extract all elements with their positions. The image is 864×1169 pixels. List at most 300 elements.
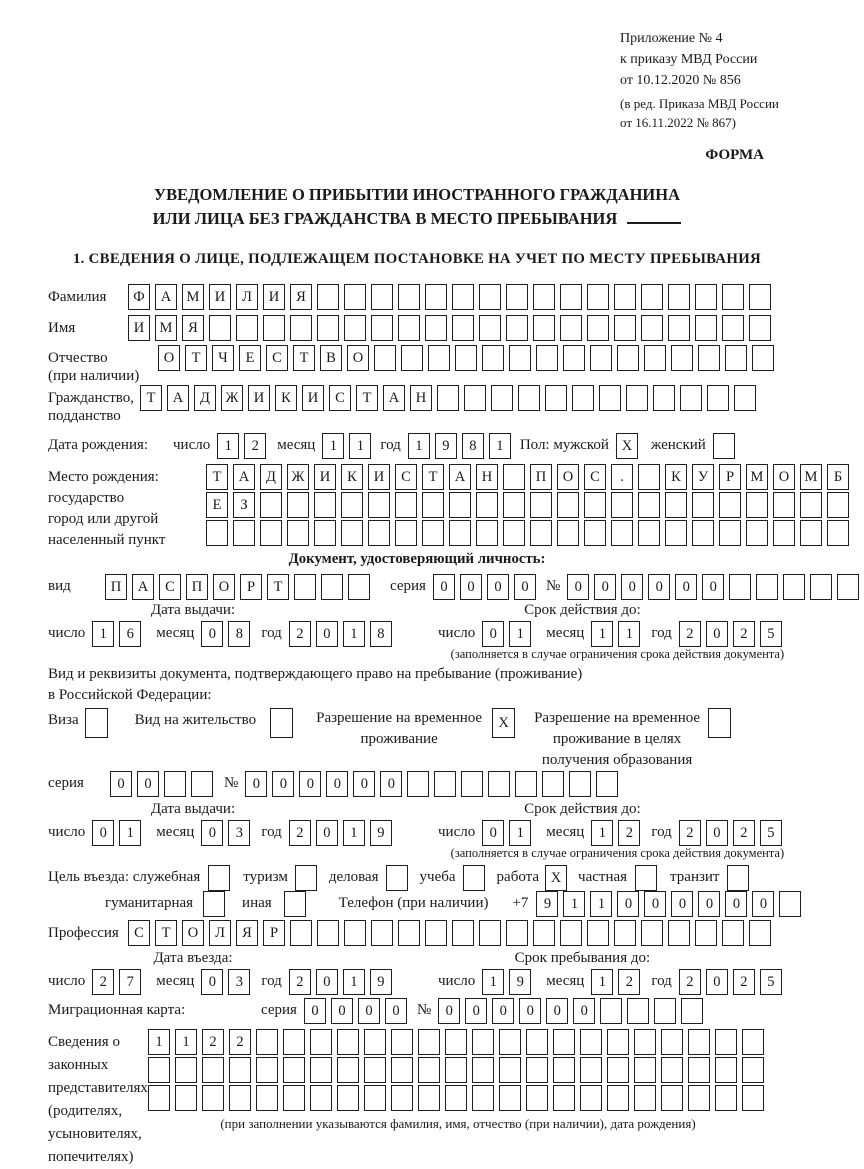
char-cell[interactable] bbox=[661, 1029, 683, 1055]
char-cell[interactable] bbox=[580, 1085, 602, 1111]
char-cell[interactable] bbox=[668, 315, 690, 341]
char-cell[interactable] bbox=[729, 574, 751, 600]
char-cell[interactable]: 0 bbox=[385, 998, 407, 1024]
char-cell[interactable]: 1 bbox=[349, 433, 371, 459]
char-cell[interactable] bbox=[773, 492, 795, 518]
char-cell[interactable] bbox=[719, 520, 741, 546]
purpose-work-checkbox[interactable]: X bbox=[545, 865, 567, 891]
char-cell[interactable] bbox=[634, 1085, 656, 1111]
purpose-study-checkbox[interactable] bbox=[463, 865, 485, 891]
purpose-private-checkbox[interactable] bbox=[635, 865, 657, 891]
char-cell[interactable] bbox=[587, 920, 609, 946]
char-cell[interactable] bbox=[449, 520, 471, 546]
char-cell[interactable]: 1 bbox=[92, 621, 114, 647]
char-cell[interactable]: П bbox=[186, 574, 208, 600]
char-cell[interactable]: 5 bbox=[760, 969, 782, 995]
char-cell[interactable] bbox=[364, 1029, 386, 1055]
char-cell[interactable] bbox=[310, 1029, 332, 1055]
char-cell[interactable] bbox=[580, 1057, 602, 1083]
char-cell[interactable] bbox=[526, 1029, 548, 1055]
char-cell[interactable] bbox=[472, 1085, 494, 1111]
char-cell[interactable]: И bbox=[209, 284, 231, 310]
char-cell[interactable]: 0 bbox=[201, 621, 223, 647]
char-cell[interactable]: 0 bbox=[617, 891, 639, 917]
char-cell[interactable] bbox=[614, 920, 636, 946]
char-cell[interactable]: Т bbox=[293, 345, 315, 371]
char-cell[interactable] bbox=[742, 1029, 764, 1055]
char-cell[interactable] bbox=[783, 574, 805, 600]
char-cell[interactable] bbox=[371, 284, 393, 310]
char-cell[interactable]: С bbox=[128, 920, 150, 946]
char-cell[interactable]: И bbox=[128, 315, 150, 341]
char-cell[interactable] bbox=[722, 284, 744, 310]
char-cell[interactable]: Е bbox=[239, 345, 261, 371]
char-cell[interactable] bbox=[449, 492, 471, 518]
char-cell[interactable] bbox=[391, 1029, 413, 1055]
char-cell[interactable] bbox=[599, 385, 621, 411]
char-cell[interactable] bbox=[317, 920, 339, 946]
char-cell[interactable] bbox=[715, 1057, 737, 1083]
char-cell[interactable] bbox=[479, 315, 501, 341]
char-cell[interactable]: 0 bbox=[380, 771, 402, 797]
char-cell[interactable] bbox=[533, 315, 555, 341]
char-cell[interactable]: 1 bbox=[590, 891, 612, 917]
char-cell[interactable] bbox=[536, 345, 558, 371]
char-cell[interactable] bbox=[707, 385, 729, 411]
char-cell[interactable]: 2 bbox=[679, 969, 701, 995]
char-cell[interactable] bbox=[202, 1085, 224, 1111]
char-cell[interactable] bbox=[695, 920, 717, 946]
char-cell[interactable] bbox=[472, 1057, 494, 1083]
char-cell[interactable] bbox=[800, 492, 822, 518]
char-cell[interactable] bbox=[719, 492, 741, 518]
char-cell[interactable]: Н bbox=[476, 464, 498, 490]
purpose-tourism-checkbox[interactable] bbox=[295, 865, 317, 891]
char-cell[interactable] bbox=[553, 1029, 575, 1055]
char-cell[interactable] bbox=[499, 1029, 521, 1055]
char-cell[interactable]: 2 bbox=[244, 433, 266, 459]
char-cell[interactable] bbox=[695, 315, 717, 341]
char-cell[interactable]: С bbox=[266, 345, 288, 371]
char-cell[interactable] bbox=[344, 284, 366, 310]
char-cell[interactable]: Д bbox=[260, 464, 282, 490]
char-cell[interactable]: 2 bbox=[289, 969, 311, 995]
char-cell[interactable]: М bbox=[746, 464, 768, 490]
char-cell[interactable] bbox=[688, 1085, 710, 1111]
char-cell[interactable] bbox=[418, 1085, 440, 1111]
char-cell[interactable] bbox=[491, 385, 513, 411]
char-cell[interactable]: И bbox=[368, 464, 390, 490]
char-cell[interactable]: Т bbox=[140, 385, 162, 411]
char-cell[interactable] bbox=[452, 920, 474, 946]
visa-checkbox[interactable] bbox=[85, 708, 108, 738]
char-cell[interactable]: . bbox=[611, 464, 633, 490]
char-cell[interactable]: 2 bbox=[618, 969, 640, 995]
char-cell[interactable] bbox=[722, 920, 744, 946]
char-cell[interactable] bbox=[553, 1057, 575, 1083]
char-cell[interactable] bbox=[348, 574, 370, 600]
char-cell[interactable] bbox=[641, 284, 663, 310]
char-cell[interactable]: 0 bbox=[706, 969, 728, 995]
char-cell[interactable] bbox=[425, 920, 447, 946]
residence-permit-checkbox[interactable] bbox=[270, 708, 293, 738]
char-cell[interactable] bbox=[668, 284, 690, 310]
char-cell[interactable] bbox=[425, 315, 447, 341]
char-cell[interactable]: 5 bbox=[760, 820, 782, 846]
char-cell[interactable] bbox=[725, 345, 747, 371]
char-cell[interactable]: 2 bbox=[733, 969, 755, 995]
char-cell[interactable]: З bbox=[233, 492, 255, 518]
sex-male-checkbox[interactable]: X bbox=[616, 433, 638, 459]
char-cell[interactable]: 1 bbox=[119, 820, 141, 846]
char-cell[interactable]: 0 bbox=[594, 574, 616, 600]
char-cell[interactable] bbox=[530, 520, 552, 546]
char-cell[interactable]: Т bbox=[155, 920, 177, 946]
char-cell[interactable] bbox=[290, 315, 312, 341]
char-cell[interactable]: 2 bbox=[733, 820, 755, 846]
purpose-transit-checkbox[interactable] bbox=[727, 865, 749, 891]
char-cell[interactable]: 0 bbox=[433, 574, 455, 600]
char-cell[interactable]: 1 bbox=[175, 1029, 197, 1055]
char-cell[interactable]: С bbox=[395, 464, 417, 490]
char-cell[interactable] bbox=[422, 492, 444, 518]
char-cell[interactable] bbox=[827, 520, 849, 546]
char-cell[interactable]: 0 bbox=[245, 771, 267, 797]
char-cell[interactable]: 0 bbox=[316, 621, 338, 647]
char-cell[interactable] bbox=[560, 920, 582, 946]
char-cell[interactable] bbox=[722, 315, 744, 341]
char-cell[interactable] bbox=[569, 771, 591, 797]
char-cell[interactable]: 9 bbox=[536, 891, 558, 917]
char-cell[interactable]: Б bbox=[827, 464, 849, 490]
char-cell[interactable] bbox=[398, 920, 420, 946]
char-cell[interactable] bbox=[209, 315, 231, 341]
char-cell[interactable] bbox=[661, 1057, 683, 1083]
char-cell[interactable]: Н bbox=[410, 385, 432, 411]
char-cell[interactable] bbox=[638, 520, 660, 546]
char-cell[interactable] bbox=[256, 1057, 278, 1083]
char-cell[interactable] bbox=[810, 574, 832, 600]
char-cell[interactable]: Ж bbox=[287, 464, 309, 490]
char-cell[interactable] bbox=[746, 492, 768, 518]
char-cell[interactable]: О bbox=[158, 345, 180, 371]
char-cell[interactable]: 0 bbox=[137, 771, 159, 797]
char-cell[interactable] bbox=[422, 520, 444, 546]
char-cell[interactable]: 1 bbox=[591, 621, 613, 647]
char-cell[interactable]: 0 bbox=[331, 998, 353, 1024]
char-cell[interactable]: 2 bbox=[92, 969, 114, 995]
char-cell[interactable]: 8 bbox=[370, 621, 392, 647]
char-cell[interactable] bbox=[692, 492, 714, 518]
char-cell[interactable]: 0 bbox=[438, 998, 460, 1024]
char-cell[interactable] bbox=[368, 520, 390, 546]
char-cell[interactable]: Л bbox=[236, 284, 258, 310]
char-cell[interactable] bbox=[148, 1085, 170, 1111]
char-cell[interactable]: Ч bbox=[212, 345, 234, 371]
char-cell[interactable] bbox=[206, 520, 228, 546]
char-cell[interactable]: Т bbox=[356, 385, 378, 411]
sex-female-checkbox[interactable] bbox=[713, 433, 735, 459]
char-cell[interactable]: 0 bbox=[671, 891, 693, 917]
char-cell[interactable] bbox=[749, 315, 771, 341]
char-cell[interactable] bbox=[437, 385, 459, 411]
char-cell[interactable] bbox=[317, 315, 339, 341]
char-cell[interactable]: 0 bbox=[621, 574, 643, 600]
char-cell[interactable]: 0 bbox=[326, 771, 348, 797]
char-cell[interactable] bbox=[418, 1029, 440, 1055]
char-cell[interactable]: 0 bbox=[644, 891, 666, 917]
char-cell[interactable] bbox=[749, 284, 771, 310]
char-cell[interactable]: И bbox=[263, 284, 285, 310]
char-cell[interactable]: Ж bbox=[221, 385, 243, 411]
char-cell[interactable] bbox=[418, 1057, 440, 1083]
char-cell[interactable]: 5 bbox=[760, 621, 782, 647]
char-cell[interactable]: 0 bbox=[675, 574, 697, 600]
char-cell[interactable] bbox=[827, 492, 849, 518]
char-cell[interactable]: Я bbox=[236, 920, 258, 946]
char-cell[interactable] bbox=[572, 385, 594, 411]
char-cell[interactable]: 6 bbox=[119, 621, 141, 647]
char-cell[interactable] bbox=[626, 385, 648, 411]
char-cell[interactable] bbox=[695, 284, 717, 310]
char-cell[interactable]: М bbox=[182, 284, 204, 310]
char-cell[interactable]: Т bbox=[422, 464, 444, 490]
char-cell[interactable]: 9 bbox=[370, 820, 392, 846]
char-cell[interactable] bbox=[260, 520, 282, 546]
char-cell[interactable]: А bbox=[167, 385, 189, 411]
char-cell[interactable]: А bbox=[233, 464, 255, 490]
char-cell[interactable]: 0 bbox=[706, 820, 728, 846]
char-cell[interactable] bbox=[600, 998, 622, 1024]
char-cell[interactable] bbox=[283, 1029, 305, 1055]
char-cell[interactable] bbox=[634, 1057, 656, 1083]
char-cell[interactable] bbox=[314, 492, 336, 518]
char-cell[interactable]: М bbox=[155, 315, 177, 341]
char-cell[interactable] bbox=[256, 1029, 278, 1055]
char-cell[interactable] bbox=[560, 284, 582, 310]
char-cell[interactable]: А bbox=[132, 574, 154, 600]
char-cell[interactable] bbox=[482, 345, 504, 371]
char-cell[interactable]: 1 bbox=[509, 621, 531, 647]
char-cell[interactable] bbox=[542, 771, 564, 797]
char-cell[interactable] bbox=[310, 1057, 332, 1083]
temp-permit-edu-checkbox[interactable] bbox=[708, 708, 731, 738]
char-cell[interactable] bbox=[607, 1085, 629, 1111]
char-cell[interactable]: И bbox=[302, 385, 324, 411]
char-cell[interactable]: О bbox=[182, 920, 204, 946]
char-cell[interactable] bbox=[445, 1057, 467, 1083]
char-cell[interactable] bbox=[560, 315, 582, 341]
char-cell[interactable]: 0 bbox=[110, 771, 132, 797]
char-cell[interactable] bbox=[191, 771, 213, 797]
char-cell[interactable] bbox=[715, 1085, 737, 1111]
char-cell[interactable]: Л bbox=[209, 920, 231, 946]
char-cell[interactable] bbox=[321, 574, 343, 600]
char-cell[interactable]: 9 bbox=[509, 969, 531, 995]
temp-permit-checkbox[interactable]: X bbox=[492, 708, 515, 738]
purpose-official-checkbox[interactable] bbox=[208, 865, 230, 891]
char-cell[interactable] bbox=[488, 771, 510, 797]
char-cell[interactable] bbox=[742, 1085, 764, 1111]
char-cell[interactable] bbox=[337, 1029, 359, 1055]
char-cell[interactable]: 1 bbox=[509, 820, 531, 846]
char-cell[interactable]: Р bbox=[263, 920, 285, 946]
char-cell[interactable] bbox=[317, 284, 339, 310]
char-cell[interactable] bbox=[526, 1057, 548, 1083]
char-cell[interactable] bbox=[837, 574, 859, 600]
char-cell[interactable]: В bbox=[320, 345, 342, 371]
char-cell[interactable]: 2 bbox=[679, 820, 701, 846]
char-cell[interactable]: Я bbox=[290, 284, 312, 310]
char-cell[interactable] bbox=[290, 920, 312, 946]
char-cell[interactable]: 1 bbox=[482, 969, 504, 995]
char-cell[interactable]: Е bbox=[206, 492, 228, 518]
char-cell[interactable]: 0 bbox=[546, 998, 568, 1024]
char-cell[interactable] bbox=[509, 345, 531, 371]
char-cell[interactable]: 9 bbox=[370, 969, 392, 995]
char-cell[interactable]: Р bbox=[240, 574, 262, 600]
char-cell[interactable]: 0 bbox=[492, 998, 514, 1024]
char-cell[interactable]: 1 bbox=[408, 433, 430, 459]
char-cell[interactable]: 0 bbox=[487, 574, 509, 600]
char-cell[interactable]: 0 bbox=[304, 998, 326, 1024]
char-cell[interactable] bbox=[671, 345, 693, 371]
char-cell[interactable] bbox=[773, 520, 795, 546]
char-cell[interactable]: 0 bbox=[353, 771, 375, 797]
char-cell[interactable]: 0 bbox=[706, 621, 728, 647]
char-cell[interactable] bbox=[233, 520, 255, 546]
char-cell[interactable]: 2 bbox=[229, 1029, 251, 1055]
char-cell[interactable] bbox=[611, 520, 633, 546]
char-cell[interactable] bbox=[590, 345, 612, 371]
char-cell[interactable]: К bbox=[665, 464, 687, 490]
char-cell[interactable] bbox=[515, 771, 537, 797]
char-cell[interactable] bbox=[202, 1057, 224, 1083]
char-cell[interactable] bbox=[445, 1029, 467, 1055]
char-cell[interactable] bbox=[364, 1057, 386, 1083]
char-cell[interactable] bbox=[607, 1057, 629, 1083]
char-cell[interactable]: 0 bbox=[573, 998, 595, 1024]
char-cell[interactable] bbox=[627, 998, 649, 1024]
char-cell[interactable] bbox=[641, 920, 663, 946]
char-cell[interactable]: 1 bbox=[343, 969, 365, 995]
char-cell[interactable]: 2 bbox=[289, 621, 311, 647]
char-cell[interactable]: 1 bbox=[591, 969, 613, 995]
char-cell[interactable] bbox=[584, 520, 606, 546]
char-cell[interactable] bbox=[654, 998, 676, 1024]
char-cell[interactable]: 2 bbox=[733, 621, 755, 647]
char-cell[interactable] bbox=[229, 1057, 251, 1083]
char-cell[interactable]: Т bbox=[185, 345, 207, 371]
char-cell[interactable] bbox=[479, 920, 501, 946]
char-cell[interactable] bbox=[587, 315, 609, 341]
char-cell[interactable] bbox=[506, 920, 528, 946]
char-cell[interactable] bbox=[614, 315, 636, 341]
char-cell[interactable]: Т bbox=[267, 574, 289, 600]
char-cell[interactable] bbox=[395, 492, 417, 518]
char-cell[interactable]: 0 bbox=[698, 891, 720, 917]
char-cell[interactable] bbox=[371, 920, 393, 946]
char-cell[interactable]: 8 bbox=[462, 433, 484, 459]
char-cell[interactable]: 1 bbox=[563, 891, 585, 917]
char-cell[interactable]: 0 bbox=[752, 891, 774, 917]
char-cell[interactable] bbox=[661, 1085, 683, 1111]
char-cell[interactable]: 0 bbox=[316, 820, 338, 846]
char-cell[interactable]: К bbox=[275, 385, 297, 411]
char-cell[interactable]: 0 bbox=[358, 998, 380, 1024]
char-cell[interactable]: О bbox=[213, 574, 235, 600]
char-cell[interactable] bbox=[665, 520, 687, 546]
char-cell[interactable] bbox=[236, 315, 258, 341]
char-cell[interactable] bbox=[530, 492, 552, 518]
char-cell[interactable] bbox=[746, 520, 768, 546]
char-cell[interactable] bbox=[407, 771, 429, 797]
char-cell[interactable]: 2 bbox=[618, 820, 640, 846]
char-cell[interactable] bbox=[503, 520, 525, 546]
char-cell[interactable] bbox=[614, 284, 636, 310]
char-cell[interactable] bbox=[434, 771, 456, 797]
char-cell[interactable] bbox=[653, 385, 675, 411]
char-cell[interactable] bbox=[752, 345, 774, 371]
char-cell[interactable] bbox=[688, 1057, 710, 1083]
char-cell[interactable] bbox=[452, 284, 474, 310]
char-cell[interactable]: 8 bbox=[228, 621, 250, 647]
char-cell[interactable]: 0 bbox=[92, 820, 114, 846]
char-cell[interactable] bbox=[734, 385, 756, 411]
char-cell[interactable]: Т bbox=[206, 464, 228, 490]
char-cell[interactable] bbox=[464, 385, 486, 411]
char-cell[interactable] bbox=[398, 315, 420, 341]
char-cell[interactable]: У bbox=[692, 464, 714, 490]
char-cell[interactable] bbox=[503, 464, 525, 490]
char-cell[interactable] bbox=[715, 1029, 737, 1055]
char-cell[interactable]: 0 bbox=[482, 820, 504, 846]
char-cell[interactable] bbox=[638, 492, 660, 518]
char-cell[interactable] bbox=[641, 315, 663, 341]
char-cell[interactable] bbox=[229, 1085, 251, 1111]
char-cell[interactable]: А bbox=[155, 284, 177, 310]
char-cell[interactable] bbox=[260, 492, 282, 518]
char-cell[interactable]: 0 bbox=[201, 969, 223, 995]
char-cell[interactable] bbox=[742, 1057, 764, 1083]
char-cell[interactable] bbox=[148, 1057, 170, 1083]
char-cell[interactable] bbox=[476, 492, 498, 518]
char-cell[interactable] bbox=[425, 284, 447, 310]
char-cell[interactable]: 0 bbox=[272, 771, 294, 797]
char-cell[interactable] bbox=[533, 920, 555, 946]
char-cell[interactable] bbox=[476, 520, 498, 546]
char-cell[interactable]: Я bbox=[182, 315, 204, 341]
char-cell[interactable]: 1 bbox=[489, 433, 511, 459]
char-cell[interactable] bbox=[364, 1085, 386, 1111]
char-cell[interactable]: 7 bbox=[119, 969, 141, 995]
char-cell[interactable]: 0 bbox=[465, 998, 487, 1024]
char-cell[interactable] bbox=[668, 920, 690, 946]
char-cell[interactable]: 2 bbox=[679, 621, 701, 647]
char-cell[interactable] bbox=[445, 1085, 467, 1111]
char-cell[interactable] bbox=[314, 520, 336, 546]
char-cell[interactable]: О bbox=[773, 464, 795, 490]
char-cell[interactable] bbox=[374, 345, 396, 371]
char-cell[interactable] bbox=[607, 1029, 629, 1055]
char-cell[interactable]: Ф bbox=[128, 284, 150, 310]
char-cell[interactable]: А bbox=[383, 385, 405, 411]
char-cell[interactable] bbox=[294, 574, 316, 600]
char-cell[interactable] bbox=[175, 1057, 197, 1083]
char-cell[interactable] bbox=[263, 315, 285, 341]
char-cell[interactable]: А bbox=[449, 464, 471, 490]
char-cell[interactable] bbox=[479, 284, 501, 310]
